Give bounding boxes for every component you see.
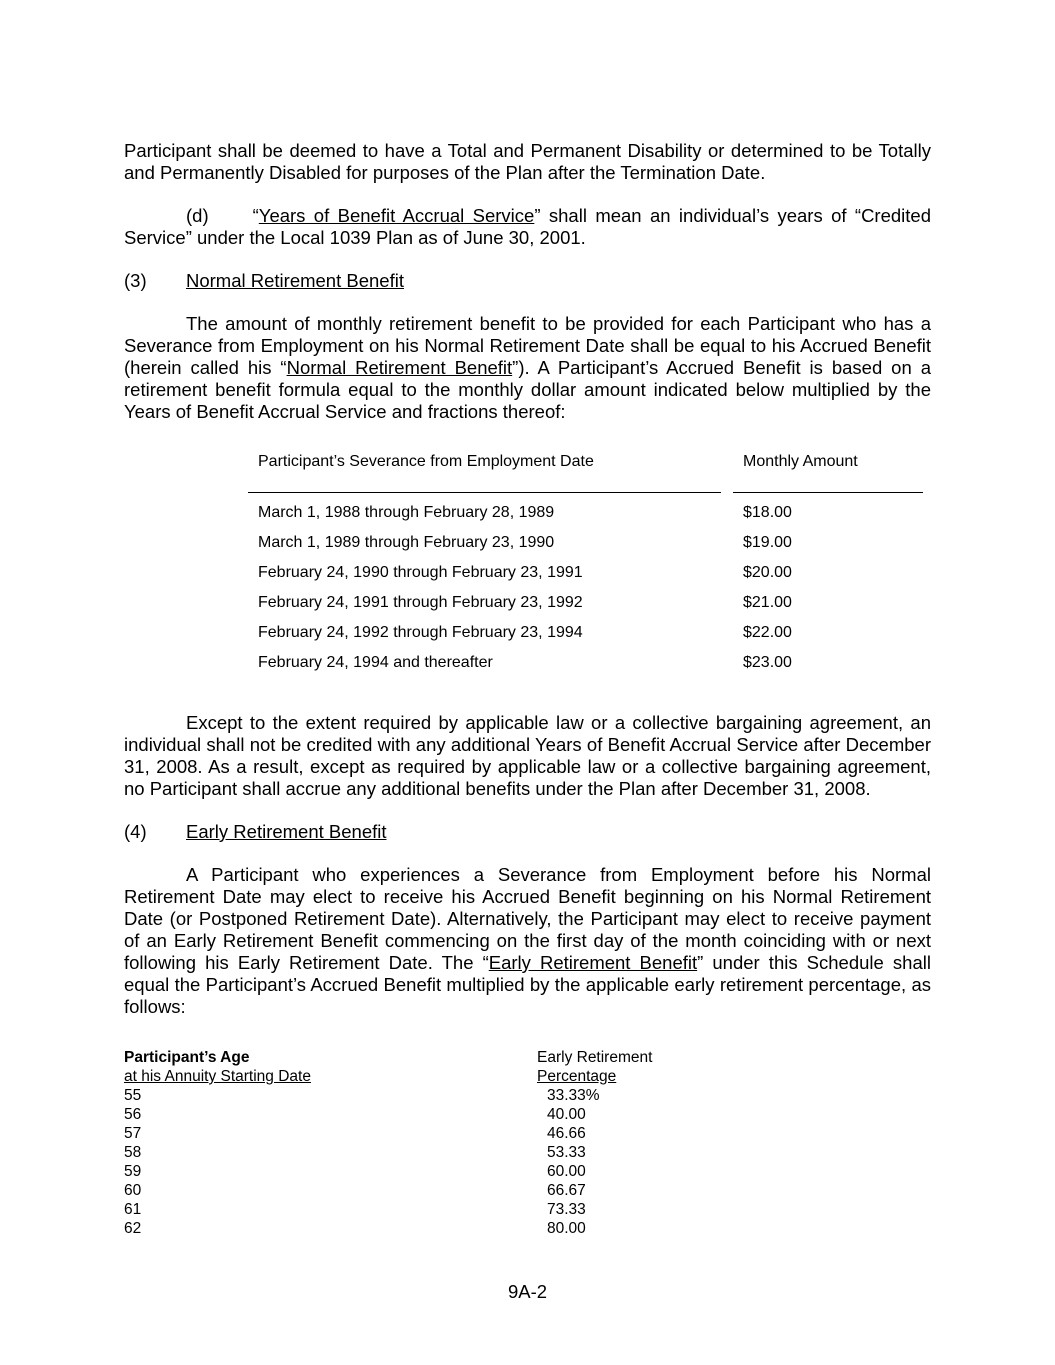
section-3-title: Normal Retirement Benefit	[186, 270, 404, 291]
table-row: February 24, 1990 through February 23, 1991 $20.00	[258, 564, 792, 581]
section-4-title: Early Retirement Benefit	[186, 821, 387, 842]
column-subheader-percentage: Percentage	[537, 1068, 617, 1085]
intro-paragraph: Participant shall be deemed to have a Total and Permanent Disability or determined to be Totally and Permanently Disabled for purposes of the Plan after the Termination Date.	[124, 140, 931, 183]
section-3-closing-paragraph: Except to the extent required by applicable law or a collective bargaining agreement, an individual shall not be credited with any additional Years of Benefit Accrual Service after December 31, 2008. As a result, except as required by applicable law or a collective bargaining agreement, no Participant shall accrue any additional benefits under the Plan after December 31, 2008.	[124, 712, 931, 799]
table-row: February 24, 1992 through February 23, 1994 $22.00	[258, 624, 792, 641]
table-row: 62 80.00	[124, 1220, 586, 1237]
table-row: 61 73.33	[124, 1201, 586, 1218]
early-retirement-table	[124, 1048, 931, 1238]
definition-d-label: (d)	[186, 205, 209, 226]
column-subheader-annuity-date: at his Annuity Starting Date	[124, 1068, 311, 1085]
table-row: March 1, 1988 through February 28, 1989 $18.00	[258, 504, 792, 521]
table-header-sub	[124, 1067, 931, 1086]
section-3-paragraph: The amount of monthly retirement benefit to be provided for each Participant who has a Severance from Employment on his Normal Retirement Date shall be equal to his Accrued Benefit (herein called his “Normal Retirement Benefit”). A Participant’s Accrued Benefit is based on a retirement benefit formula equal to the monthly dollar amount indicated below multiplied by the Years of Benefit Accrual Service and fractions thereof:	[124, 313, 931, 422]
table-header	[124, 1048, 931, 1067]
table-row: February 24, 1991 through February 23, 1992 $21.00	[258, 594, 792, 611]
table-row: March 1, 1989 through February 23, 1990 $19.00	[258, 534, 792, 551]
section-3-heading	[124, 270, 931, 292]
page-number: 9A-2	[507, 1281, 548, 1302]
column-header-early-retirement: Early Retirement	[537, 1049, 653, 1066]
monthly-amount-table	[248, 451, 924, 678]
section-3-number: (3)	[124, 270, 147, 291]
table-row: 55 33.33%	[124, 1087, 600, 1104]
section-4-number: (4)	[124, 821, 147, 842]
column-header-severance-date: Participant’s Severance from Employment Date	[248, 451, 721, 493]
table-row: 59 60.00	[124, 1163, 586, 1180]
table-header	[248, 451, 924, 493]
table-row: 58 53.33	[124, 1144, 586, 1161]
definition-d-paragraph: (d) “Years of Benefit Accrual Service” shall mean an individual’s years of “Credited Service” under the Local 1039 Plan as of June 30, 2001.	[124, 205, 931, 248]
section-4-heading	[124, 821, 931, 843]
defined-term-years-of-service: Years of Benefit Accrual Service	[258, 205, 535, 226]
document-page	[124, 140, 931, 1238]
table-row: 60 66.67	[124, 1182, 586, 1199]
defined-term-early-retirement-benefit: Early Retirement Benefit	[488, 952, 698, 973]
column-header-monthly-amount: Monthly Amount	[733, 451, 923, 493]
table-row: 57 46.66	[124, 1125, 586, 1142]
defined-term-normal-retirement-benefit: Normal Retirement Benefit	[286, 357, 513, 378]
table-body	[248, 493, 924, 678]
column-header-age: Participant’s Age	[124, 1049, 250, 1066]
table-row: 56 40.00	[124, 1106, 586, 1123]
section-4-paragraph: A Participant who experiences a Severance from Employment before his Normal Retirement Date may elect to receive his Accrued Benefit beginning on his Normal Retirement Date (or Postponed Retirement Date). Alternatively, the Participant may elect to receive payment of an Early Retirement Benefit commencing on the first day of the month coinciding with or next following his Early Retirement Date. The “Early Retirement Benefit” under this Schedule shall equal the Participant’s Accrued Benefit multiplied by the applicable early retirement percentage, as follows:	[124, 864, 931, 1017]
table-row: February 24, 1994 and thereafter $23.00	[258, 654, 792, 671]
